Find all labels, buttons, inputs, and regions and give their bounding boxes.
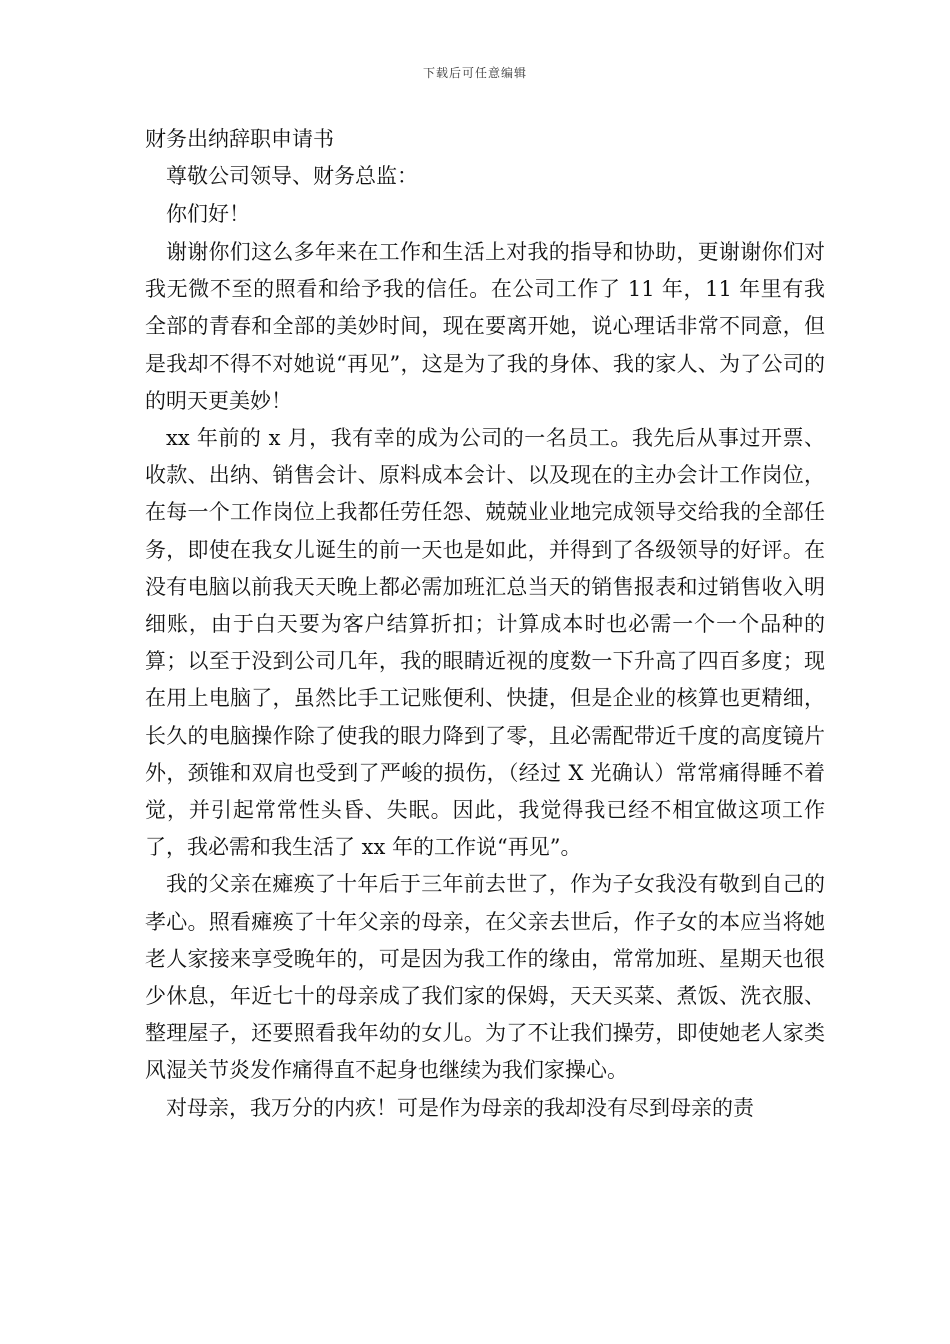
salutation: 尊敬公司领导、财务总监： [166, 164, 418, 188]
document-title: 财务出纳辞职申请书 [145, 127, 334, 151]
page-header: 下载后可任意编辑 [422, 66, 527, 80]
document-body [145, 122, 825, 1127]
greeting: 你们好！ [166, 202, 250, 226]
paragraph-2: xx 年前的 x 月，我有幸的成为公司的一名员工。我先后从事过开票、收款、出纳、销售会计、原料成本会计、以及现在的主办会计工作岗位，在每一个工作岗位上我都任劳任怨、兢兢业业地完成领导交给我的全部任务，即使在我女儿诞生的前一天也是如此，并得到了各级领导的好评。在没有电脑以前我天天晚上都必需加班汇总当天的销售报表和过销售收入明细账，由于白天要为客户结算折扣；计算成本时也必需一个一个品种的算；以至于没到公司几年，我的眼睛近视的度数一下升高了四百多度；现在用上电脑了，虽然比手工记账便利、快捷，但是企业的核算也更精细，长久的电脑操作除了使我的眼力降到了零，且必需配带近千度的高度镜片外，颈锥和双肩也受到了严峻的损伤，（经过 X 光确认）常常痛得睡不着觉，并引起常常性头昏、失眠。因此，我觉得我已经不相宜做这项工作了，我必需和我生活了 xx 年的工作说“再见”。 [145, 426, 825, 860]
paragraph-4: 对母亲，我万分的内疚！可是作为母亲的我却没有尽到母亲的责 [166, 1095, 754, 1120]
paragraph-3: 我的父亲在瘫痪了十年后于三年前去世了，作为子女我没有敬到自己的孝心。照看瘫痪了十年父亲的母亲，在父亲去世后，作子女的本应当将她老人家接来享受晚年的，可是因为我工作的缘由，常常加班、星期天也很少休息，年近七十的母亲成了我们家的保姆，天天买菜、煮饭、洗衣服、整理屋子，还要照看我年幼的女儿。为了不让我们操劳，即使她老人家类风湿关节炎发作痛得直不起身也继续为我们家操心。 [145, 872, 825, 1083]
paragraph-1: 谢谢你们这么多年来在工作和生活上对我的指导和协助，更谢谢你们对我无微不至的照看和给予我的信任。在公司工作了 11 年，11 年里有我全部的青春和全部的美妙时间，现在要离开她，说心理话非常不同意，但是我却不得不对她说“再见”，这是为了我的身体、我的家人、为了公司的的明天更美妙！ [145, 240, 825, 413]
